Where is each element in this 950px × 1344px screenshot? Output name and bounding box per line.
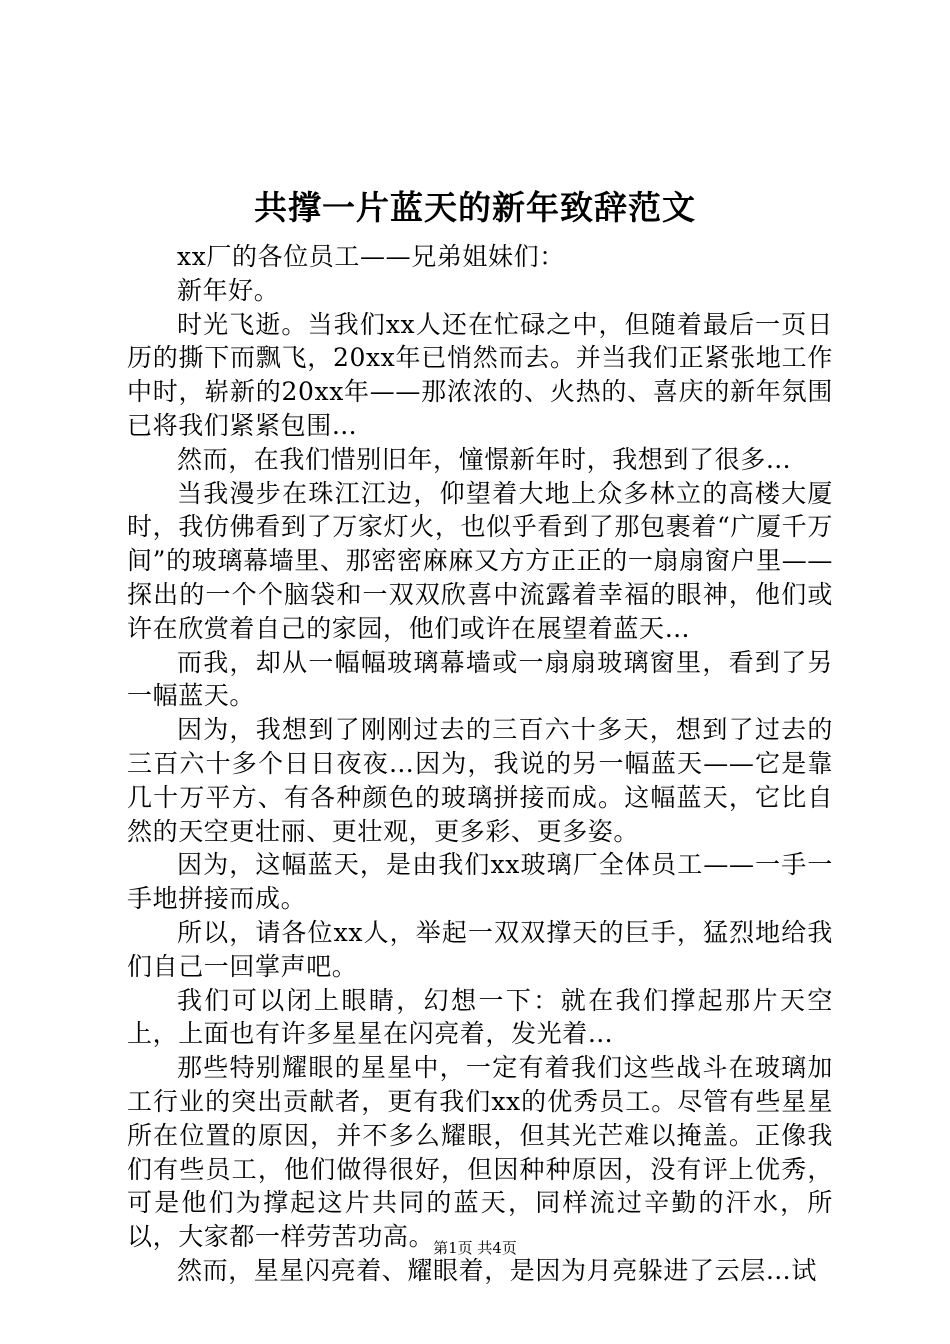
- paragraph: 时光飞逝。当我们xx人还在忙碌之中，但随着最后一页日历的撕下而飘飞，20xx年已悄然而去。并当我们正紧张地工作中时，崭新的20xx年——那浓浓的、火热的、喜庆的新年氛围已将我们紧紧包围…: [127, 309, 833, 440]
- page-footer: 第1页 共4页: [433, 1239, 517, 1257]
- paragraph: 因为，这幅蓝天，是由我们xx玻璃厂全体员工——一手一手地拼接而成。: [127, 850, 833, 914]
- paragraph-greeting: xx厂的各位员工——兄弟姐妹们：: [177, 242, 565, 271]
- paragraph: 当我漫步在珠江江边，仰望着大地上众多林立的高楼大厦时，我仿佛看到了万家灯火，也似乎看到了那包裹着“广厦千万间”的玻璃幕墙里、那密密麻麻又方方正正的一扇扇窗户里——探出的一个个脑袋和一双双欣喜中流露着幸福的眼神，他们或许在欣赏着自己的家园，他们或许在展望着蓝天…: [127, 478, 833, 643]
- paragraph-new-year: 新年好。: [177, 275, 280, 305]
- paragraph: 所以，请各位xx人，举起一双双撑天的巨手，猛烈地给我们自己一回掌声吧。: [127, 917, 833, 981]
- paragraph: 那些特别耀眼的星星中，一定有着我们这些战斗在玻璃加工行业的突出贡献者，更有我们xx的优秀员工。尽管有些星星所在位置的原因，并不多么耀眼，但其光芒难以掩盖。正像我们有些员工，他们做得很好，但因种种原因，没有评上优秀，可是他们为撑起这片共同的蓝天，同样流过辛勤的汗水，所以，大家都一样劳苦功高。: [127, 1053, 833, 1252]
- document-title: 共撑一片蓝天的新年致辞范文: [254, 188, 696, 227]
- paragraph: 因为，我想到了刚刚过去的三百六十多天，想到了过去的三百六十多个日日夜夜…因为，我说的另一幅蓝天——它是靠几十万平方、有各种颜色的玻璃拼接而成。这幅蓝天，它比自然的天空更壮丽、更壮观，更多彩、更多姿。: [127, 715, 833, 846]
- paragraph: 然而，星星闪亮着、耀眼着，是因为月亮躲进了云层…试: [177, 1255, 818, 1285]
- document-body: [127, 240, 833, 1288]
- paragraph: 而我，却从一幅幅玻璃幕墙或一扇扇玻璃窗里，看到了另一幅蓝天。: [127, 647, 833, 711]
- paragraph: 我们可以闭上眼睛，幻想一下：就在我们撑起那片天空上，上面也有许多星星在闪亮着，发光着…: [127, 985, 833, 1049]
- paragraph: 然而，在我们惜别旧年，憧憬新年时，我想到了很多…: [177, 444, 792, 474]
